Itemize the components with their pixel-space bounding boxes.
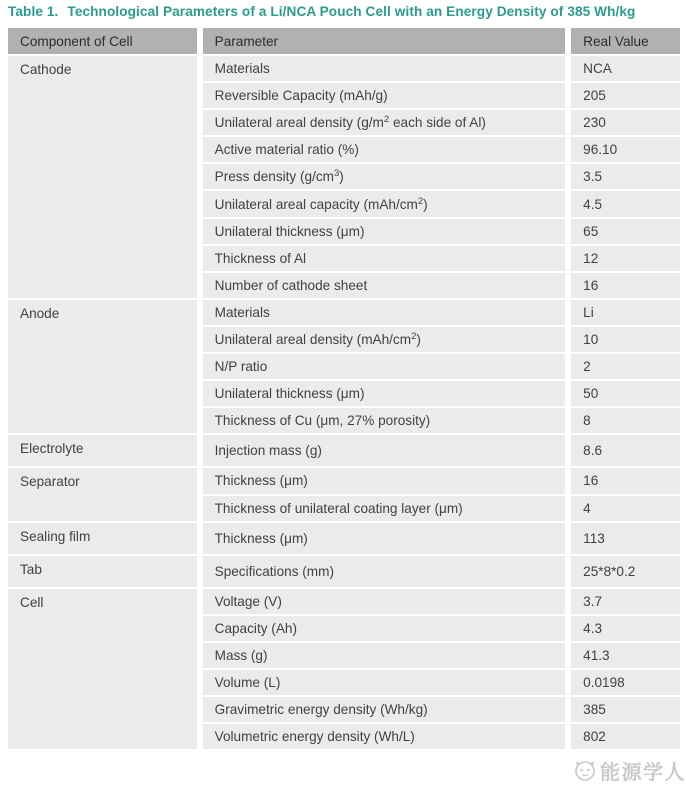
value-cell: 8.6 — [571, 435, 680, 466]
parameter-cell: Capacity (Ah) — [203, 616, 566, 641]
column-header-component: Component of Cell — [8, 28, 197, 54]
value-cell: 3.7 — [571, 589, 680, 614]
value-cell: 4 — [571, 496, 680, 521]
component-cell: Separator — [8, 468, 197, 520]
watermark-mascot-icon — [572, 758, 598, 782]
value-cell: 10 — [571, 327, 680, 352]
parameter-cell: Active material ratio (%) — [203, 137, 566, 162]
value-cell: 230 — [571, 110, 680, 135]
parameter-cell: N/P ratio — [203, 354, 566, 379]
value-cell: NCA — [571, 56, 680, 81]
parameter-cell: Materials — [203, 56, 566, 81]
table-row — [8, 300, 680, 325]
parameter-cell: Specifications (mm) — [203, 556, 566, 587]
table-body — [8, 56, 680, 749]
parameter-cell: Voltage (V) — [203, 589, 566, 614]
component-cell: Electrolyte — [8, 435, 197, 466]
value-cell: 41.3 — [571, 643, 680, 668]
parameter-cell: Unilateral thickness (μm) — [203, 381, 566, 406]
column-header-real-value: Real Value — [571, 28, 680, 54]
component-cell: Sealing film — [8, 523, 197, 554]
parameter-cell: Unilateral areal density $(mAh/cm^2)$ — [203, 327, 566, 352]
value-cell: 205 — [571, 83, 680, 108]
table-number-label: Table 1. — [8, 4, 59, 19]
value-cell: 16 — [571, 468, 680, 493]
value-cell: 16 — [571, 273, 680, 298]
table-title-text: Technological Parameters of a Li/NCA Pouch Cell with an Energy Density of 385 Wh/kg — [67, 4, 636, 19]
parameter-cell: Volume (L) — [203, 670, 566, 695]
table-row — [8, 468, 680, 493]
parameter-cell: Materials — [203, 300, 566, 325]
value-cell: 385 — [571, 697, 680, 722]
table-row — [8, 523, 680, 554]
parameter-cell: Reversible Capacity (mAh/g) — [203, 83, 566, 108]
value-cell: 50 — [571, 381, 680, 406]
table-row — [8, 56, 680, 81]
parameter-cell: Unilateral areal density ($g/m^2$ each side of Al) — [203, 110, 566, 135]
table-title — [8, 4, 684, 19]
value-cell: 4.3 — [571, 616, 680, 641]
parameter-cell: Thickness of Al — [203, 246, 566, 271]
component-cell: Cathode — [8, 56, 197, 298]
parameter-cell: Gravimetric energy density (Wh/kg) — [203, 697, 566, 722]
watermark-text: 能源学人 — [600, 759, 686, 784]
parameter-cell: Number of cathode sheet — [203, 273, 566, 298]
component-cell: Anode — [8, 300, 197, 433]
parameter-cell: Injection mass (g) — [203, 435, 566, 466]
value-cell: 96.10 — [571, 137, 680, 162]
value-cell: 802 — [571, 724, 680, 749]
parameters-table — [2, 26, 686, 751]
value-cell: 4.5 — [571, 191, 680, 216]
table-row — [8, 589, 680, 614]
parameter-cell: Press density $(g/cm^3)$ — [203, 164, 566, 189]
component-cell: Tab — [8, 556, 197, 587]
value-cell: 2 — [571, 354, 680, 379]
value-cell: 12 — [571, 246, 680, 271]
component-cell: Cell — [8, 589, 197, 750]
value-cell: 25*8*0.2 — [571, 556, 680, 587]
parameter-cell: Thickness (μm) — [203, 523, 566, 554]
parameter-cell: Volumetric energy density (Wh/L) — [203, 724, 566, 749]
value-cell: 3.5 — [571, 164, 680, 189]
parameter-cell: Thickness (μm) — [203, 468, 566, 493]
value-cell: Li — [571, 300, 680, 325]
parameter-cell: Unilateral areal capacity $(mAh/cm^2)$ — [203, 191, 566, 216]
column-header-parameter: Parameter — [203, 28, 566, 54]
parameter-cell: Thickness of unilateral coating layer (μm) — [203, 496, 566, 521]
parameter-cell: Mass (g) — [203, 643, 566, 668]
table-header-row — [8, 28, 680, 54]
parameter-cell: Unilateral thickness (μm) — [203, 219, 566, 244]
table-row — [8, 556, 680, 587]
value-cell: 0.0198 — [571, 670, 680, 695]
value-cell: 113 — [571, 523, 680, 554]
value-cell: 8 — [571, 408, 680, 433]
parameter-cell: Thickness of Cu (μm, 27% porosity) — [203, 408, 566, 433]
table-row — [8, 435, 680, 466]
value-cell: 65 — [571, 219, 680, 244]
watermark — [572, 751, 686, 789]
